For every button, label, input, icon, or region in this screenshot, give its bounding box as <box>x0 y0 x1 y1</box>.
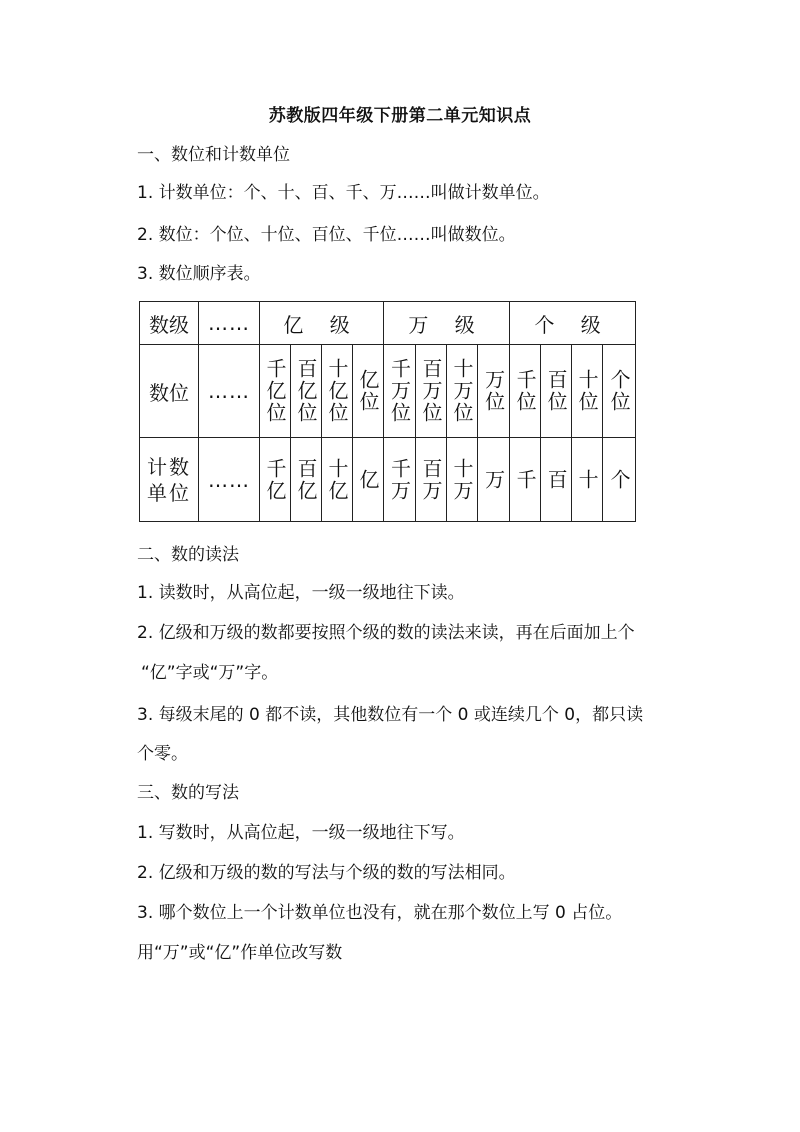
unit-cell <box>603 438 636 522</box>
place-cell <box>510 345 541 438</box>
place-cell <box>291 345 322 438</box>
table-row-places <box>140 345 636 438</box>
ellipsis-cell: …… <box>199 345 260 438</box>
paragraph: 用“万”或“亿”作单位改写数 <box>137 943 343 963</box>
cell-text: 千万位 <box>387 358 412 424</box>
row-header-place: 数位 <box>140 345 199 438</box>
unit-cell <box>510 438 541 522</box>
place-cell <box>447 345 478 438</box>
cell-text: 百万 <box>419 457 444 502</box>
cell-text: 百万位 <box>419 358 444 424</box>
paragraph: 2. 亿级和万级的数都要按照个级的数的读法来读，再在后面加上个 <box>137 623 635 643</box>
cell-text: 十万位 <box>450 358 475 424</box>
row-header-unit <box>140 438 199 522</box>
unit-cell <box>572 438 603 522</box>
unit-cell <box>291 438 322 522</box>
table-row-levels <box>140 302 636 345</box>
table-row-units <box>140 438 636 522</box>
page-title: 苏教版四年级下册第二单元知识点 <box>268 106 532 126</box>
place-cell <box>353 345 384 438</box>
cell-text: 百亿位 <box>294 358 318 424</box>
paragraph: 2. 亿级和万级的数的写法与个级的数的写法相同。 <box>137 863 516 883</box>
place-cell <box>322 345 353 438</box>
cell-text: 千亿位 <box>263 358 287 424</box>
group-yi: 亿 级 <box>260 302 384 345</box>
paragraph: 3. 每级末尾的 0 都不读，其他数位有一个 0 或连续几个 0，都只读 <box>137 705 644 725</box>
cell-text: 十位 <box>575 369 600 413</box>
place-cell <box>416 345 447 438</box>
cell-text: 千 <box>513 468 538 491</box>
paragraph-continuation: “亿”字或“万”字。 <box>141 663 279 683</box>
cell-text: 百 <box>544 468 569 491</box>
unit-cell <box>416 438 447 522</box>
place-cell <box>384 345 416 438</box>
cell-text: 百亿 <box>294 457 318 502</box>
section-heading-2: 二、数的读法 <box>137 545 239 565</box>
place-cell <box>260 345 291 438</box>
unit-cell <box>447 438 478 522</box>
cell-text: 计数单位 <box>147 454 191 505</box>
cell-text: 万位 <box>481 369 506 413</box>
paragraph: 1. 写数时，从高位起，一级一级地往下写。 <box>137 823 465 843</box>
place-cell <box>603 345 636 438</box>
place-value-table <box>139 301 636 522</box>
unit-cell <box>322 438 353 522</box>
cell-text: 千位 <box>513 369 538 413</box>
cell-text: 十 <box>575 468 600 491</box>
cell-text: 十亿位 <box>325 358 349 424</box>
row-header-level: 数级 <box>140 302 199 345</box>
cell-text: 万 <box>481 468 506 491</box>
paragraph: 3. 数位顺序表。 <box>137 264 261 284</box>
cell-text: 十亿 <box>325 457 349 502</box>
unit-cell <box>541 438 572 522</box>
section-heading-3: 三、数的写法 <box>137 783 239 803</box>
unit-cell <box>478 438 510 522</box>
group-wan: 万 级 <box>384 302 510 345</box>
ellipsis-cell: …… <box>199 438 260 522</box>
cell-text: 千万 <box>387 457 412 502</box>
group-ge: 个 级 <box>510 302 636 345</box>
unit-cell <box>353 438 384 522</box>
cell-text: 亿位 <box>356 369 381 413</box>
place-cell <box>541 345 572 438</box>
cell-text: 亿 <box>356 468 381 491</box>
paragraph: 1. 计数单位：个、十、百、千、万……叫做计数单位。 <box>137 183 550 203</box>
place-cell <box>478 345 510 438</box>
paragraph-continuation: 个零。 <box>137 744 188 764</box>
cell-text: 千亿 <box>263 457 287 502</box>
paragraph: 3. 哪个数位上一个计数单位也没有，就在那个数位上写 0 占位。 <box>137 903 623 923</box>
paragraph: 2. 数位：个位、十位、百位、千位……叫做数位。 <box>137 225 516 245</box>
paragraph: 1. 读数时，从高位起，一级一级地往下读。 <box>137 583 465 603</box>
ellipsis-cell: …… <box>199 302 260 345</box>
cell-text: 十万 <box>450 457 475 502</box>
place-cell <box>572 345 603 438</box>
section-heading-1: 一、数位和计数单位 <box>137 145 290 165</box>
cell-text: 个 <box>607 468 632 491</box>
cell-text: 百位 <box>544 369 569 413</box>
cell-text: 个位 <box>607 369 632 413</box>
unit-cell <box>384 438 416 522</box>
unit-cell <box>260 438 291 522</box>
